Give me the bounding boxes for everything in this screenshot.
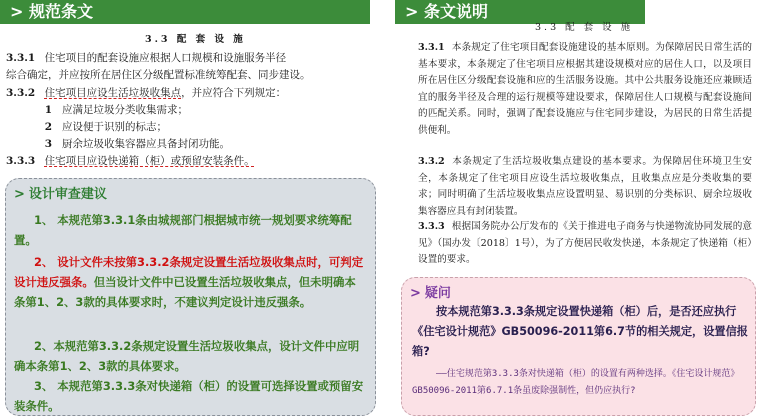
explanation-text: 本条规定了生活垃圾收集点建设的基本要求。为保障居住环境卫生安全，本条规定了住宅项目应设生活垃圾收集点，且收集点应是分类收集的要求；同时明确了生活垃圾收集点应设置明显、易识别的分类标识、厨余垃圾收集容器应具有封闭装置。: [418, 156, 752, 217]
left-section-title: 3.3 配 套 设 施: [145, 34, 246, 45]
clause-number: 3.3.2: [418, 156, 445, 167]
clause-item-2: 2 应设便于识别的标志；: [44, 121, 167, 133]
clause-underlined-text: 住宅项目应设快递箱（柜）或预留安装条件。: [44, 155, 255, 167]
clause-number: 3.3.2: [6, 87, 36, 99]
question-title: > 疑问: [410, 286, 451, 301]
clause-3-3-3: [6, 153, 370, 170]
explanation-3-3-1: [418, 40, 752, 140]
left-section-header: > 规范条文: [0, 0, 370, 24]
clause-text: 综合确定，并应按所在居住区分级配置标准统筹配套、同步建设。: [6, 69, 311, 81]
clause-text: 住宅项目的配套设施应根据人口规模和设施服务半径: [44, 52, 287, 64]
question-answer: ——住宅规范第3.3.3条对快递箱（柜）的设置有两种选择。《住宅设计规范》GB50096-2011第6.7.1条虽废除强制性，但仍应执行?: [412, 369, 740, 396]
review-paragraph-4: 3、 本规范第3.3.3条对快递箱（柜）的设置可选择设置或预留安装条件。: [14, 379, 364, 413]
explanation-text: 根据国务院办公厅发布的《关于推进电子商务与快递物流协同发展的意见》（国办发〔2018〕1号），为了方便居民收发快递，本条规定了快递箱（柜）设置的要求。: [418, 221, 752, 266]
review-warning-text: 2、 设计文件未按第3.3.2条规定设置生活垃圾收集点时，可判定设计违反强条。: [14, 255, 364, 289]
review-paragraph-2: 2、 设计文件未按第3.3.2条规定设置生活垃圾收集点时，可判定设计违反强条。但当设计文件中已设置生活垃圾收集点，但未明确本条第1、2、3款的具体要求时，不建议判定设计违反强条。: [14, 255, 364, 309]
explanation-3-3-2: [418, 154, 752, 220]
clause-number: 3.3.3: [418, 221, 445, 232]
review-paragraph-1: 1、 本规范第3.3.1条由城规部门根据城市统一规划要求统筹配置。: [14, 213, 352, 247]
clause-3-3-2: [6, 85, 370, 102]
clause-text: ，并应符合下列规定：: [181, 87, 287, 99]
right-section-header: > 条文说明: [395, 0, 645, 24]
right-section-title: 3.3 配 套 设 施: [535, 22, 634, 33]
explanation-text: 本条规定了住宅项目配套设施建设的基本原则。为保障居民日常生活的基本要求，本条规定了住宅项目应根据其建设规模对应的居住人口，以及项目所在居住区分级配套设施和应的生活服务设施。其中公共服务设施还应兼顾适宜的服务半径及合理的运行规模等建设要求，保障居住人口规模与配套设施间的匹配关系。同时，强调了配套设施应与住宅同步建设，为居民的日常生活提供便利。: [418, 42, 752, 136]
chevron-right-icon: >: [410, 286, 421, 301]
clause-item-3: 3 厨余垃圾收集容器应具备封闭功能。: [44, 138, 230, 150]
review-paragraph-3: 2、本规范第3.3.2条规定设置生活垃圾收集点，设计文件中应明确本条第1、2、3款的具体要求。: [14, 339, 360, 373]
question-text: 按本规范第3.3.3条规定设置快递箱（柜）后，是否还应执行《住宅设计规范》GB50096-2011第6.7节的相关规定，设置信报箱?: [412, 305, 748, 358]
clause-number: 3.3.1: [6, 52, 36, 64]
clause-underlined-text: 住宅项目应设生活垃圾收集点: [44, 87, 182, 99]
clause-item-1: 1 应满足垃圾分类收集需求；: [44, 104, 188, 116]
design-review-title: > 设计审查建议: [14, 187, 107, 202]
explanation-3-3-3: [418, 219, 752, 269]
clause-number: 3.3.3: [6, 155, 36, 167]
clause-3-3-1: [6, 50, 370, 84]
clause-number: 3.3.1: [418, 42, 445, 53]
chevron-right-icon: >: [14, 187, 25, 202]
